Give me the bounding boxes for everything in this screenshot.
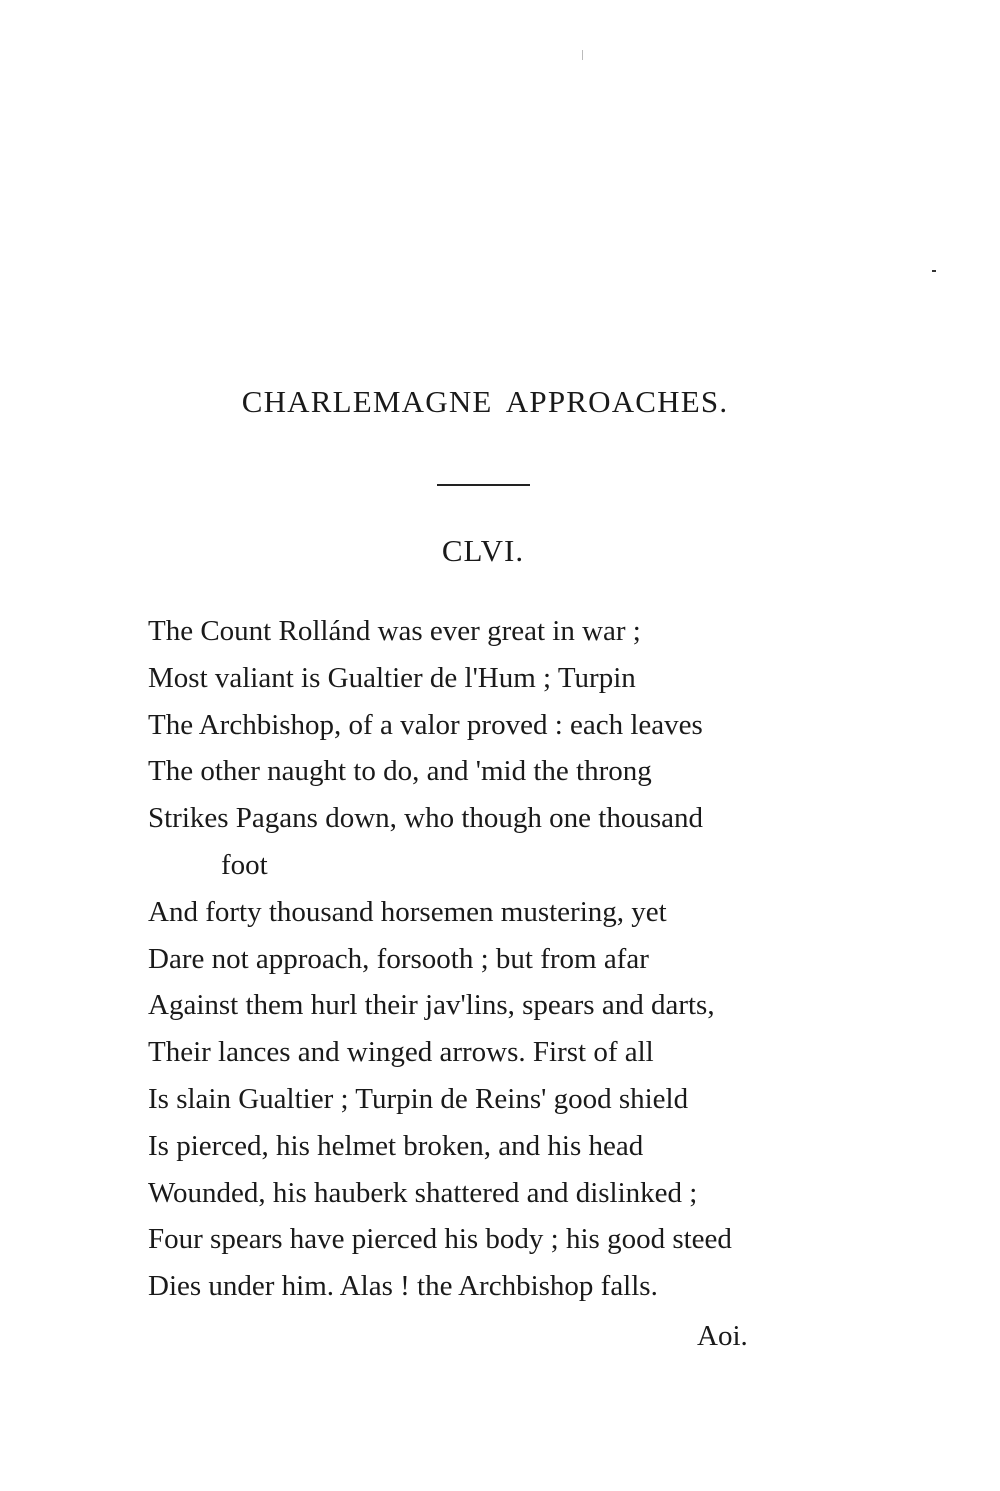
verse-line: Four spears have pierced his body ; his good steed bbox=[148, 1223, 732, 1256]
verse-line: The Archbishop, of a valor proved : each leaves bbox=[148, 708, 703, 741]
title-divider bbox=[437, 484, 530, 486]
verse-line: Dare not approach, forsooth ; but from afar bbox=[148, 942, 649, 975]
verse-line: Dies under him. Alas ! the Archbishop falls. bbox=[148, 1270, 658, 1303]
verse-line: The Count Rollánd was ever great in war ; bbox=[148, 615, 641, 647]
verse-line: The other naught to do, and 'mid the throng bbox=[148, 755, 652, 788]
verse-line: Against them hurl their jav'lins, spears and darts, bbox=[148, 989, 715, 1022]
stanza-text bbox=[148, 608, 908, 1310]
section-title: CHARLEMAGNE APPROACHES. bbox=[241, 384, 729, 419]
verse-line: Most valiant is Gualtier de l'Hum ; Turpin bbox=[148, 661, 636, 694]
verse-line: Their lances and winged arrows. First of all bbox=[148, 1036, 654, 1069]
verse-line: And forty thousand horsemen mustering, yet bbox=[148, 895, 667, 928]
verse-line: Wounded, his hauberk shattered and dislinked ; bbox=[148, 1176, 698, 1209]
verse-line: Strikes Pagans down, who though one thousand bbox=[148, 802, 703, 835]
margin-speck bbox=[932, 270, 936, 272]
verse-line-continuation: foot bbox=[221, 848, 268, 881]
refrain: Aoi. bbox=[697, 1320, 748, 1352]
margin-speck bbox=[582, 50, 583, 60]
verse-line: Is slain Gualtier ; Turpin de Reins' good shield bbox=[148, 1082, 689, 1115]
stanza-number: CLVI. bbox=[441, 533, 525, 568]
verse-line: Is pierced, his helmet broken, and his head bbox=[148, 1129, 644, 1162]
